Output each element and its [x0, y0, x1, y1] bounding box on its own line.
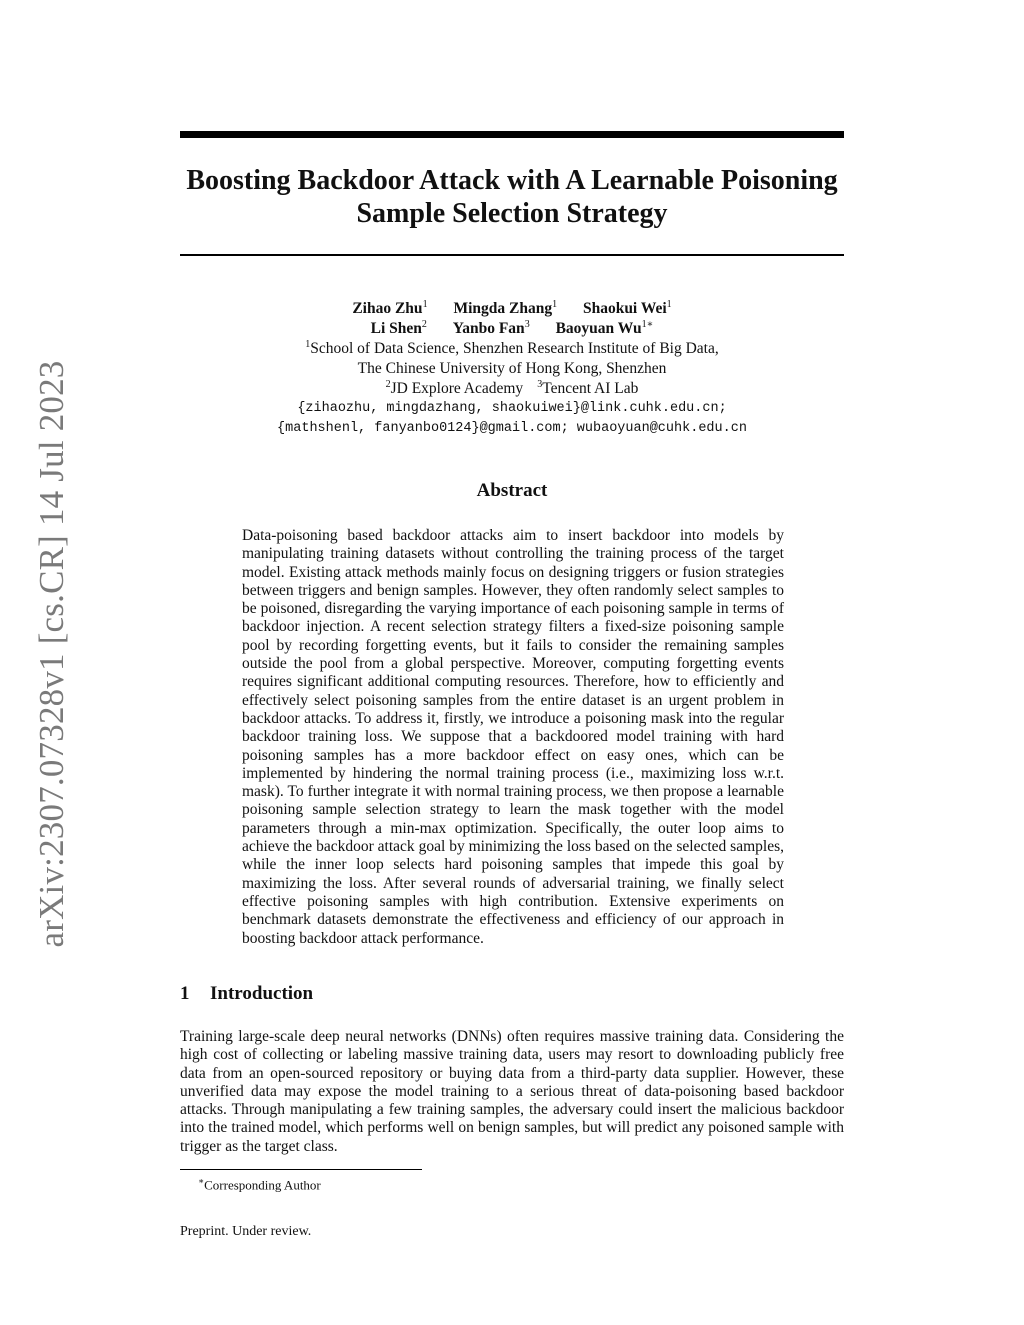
- author-row-1: [180, 299, 844, 319]
- author-affiliation-mark: 2: [421, 318, 427, 330]
- footnote: [198, 1173, 321, 1193]
- title-rule-bottom: [180, 254, 844, 256]
- affiliation-1-line-2: The Chinese University of Hong Kong, Shenzhen: [357, 360, 667, 377]
- affiliation-mark: 1: [305, 338, 311, 350]
- affiliation-mark: 3: [537, 378, 543, 390]
- abstract-paragraph: Data-poisoning based backdoor attacks aim to insert backdoor into models by manipulating training datasets without controlling the training process of the target model. Existing attack methods mainly focus on designing triggers or fusion strategies between triggers and benign samples. However, they often randomly select samples to be poisoned, disregarding the varying importance of each poisoning sample in terms of backdoor injection. A recent selection strategy filters a fixed-size poisoning sample pool by recording forgetting events, but it fails to consider the remaining samples outside the pool from a global perspective. Moreover, computing forgetting events requires significant additional computing resources. Therefore, how to efficiently and effectively select poisoning samples from the entire dataset is an urgent problem in backdoor attacks. To address it, firstly, we introduce a poisoning mask into the regular backdoor training loss. We suppose that a backdoored model training with hard poisoning samples has a more backdoor effect on easy ones, which can be implemented by hindering the normal training process (i.e., maximizing loss w.r.t. mask). To further integrate it with normal training process, we then propose a learnable poisoning sample selection strategy to learn the mask together with the model parameters through a min-max optimization. Specifically, the outer loop aims to achieve the backdoor attack goal by minimizing the loss based on the selected samples, while the inner loop selects hard poisoning samples that impede this goal by maximizing the loss. After several rounds of adversarial training, we finally select effective poisoning samples with high contribution. Extensive experiments on benchmark datasets demonstrate the effectiveness and efficiency of our approach in boosting backdoor attack performance.: [242, 527, 784, 947]
- author-emails-line-1: {zihaozhu, mingdazhang, shaokuiwei}@link.cuhk.edu.cn;: [297, 401, 727, 416]
- paper-title-line-1: Boosting Backdoor Attack with A Learnable Poisoning: [186, 165, 838, 196]
- footnote-mark: ∗: [198, 1176, 205, 1186]
- affiliation-text: Tencent AI Lab: [542, 380, 639, 397]
- preprint-note: Preprint. Under review.: [180, 1224, 312, 1239]
- author-name: Zihao Zhu: [352, 300, 423, 317]
- section-title: Introduction: [210, 983, 314, 1004]
- introduction-paragraph: Training large-scale deep neural networks (DNNs) often requires massive training data. Considering the high cost of collecting or labeling massive training data, users may resort to downloading publicly free data from an open-sourced repository or buying data from a third-party data supplier. However, these unverified data may expose the model training to a serious threat of data-poisoning based backdoor attacks. Through manipulating a few training samples, the adversary could insert the malicious backdoor into the trained model, which performs well on benign samples, but will predict any poisoned sample with trigger as the target class.: [180, 1028, 844, 1155]
- author-name: Mingda Zhang: [453, 300, 553, 317]
- author-name: Li Shen: [370, 320, 422, 337]
- affiliation-1-line-1: [180, 339, 844, 359]
- footnote-text: Corresponding Author: [204, 1177, 321, 1193]
- title-rule-top: [180, 131, 844, 138]
- paper-title: [150, 164, 874, 230]
- author-affiliation-mark: 1: [666, 298, 672, 310]
- affiliation-2-3: [180, 379, 844, 399]
- section-heading-introduction: [180, 983, 313, 1005]
- affiliation-text: JD Explore Academy: [390, 380, 524, 397]
- footnote-rule: [180, 1169, 422, 1170]
- author-name: Baoyuan Wu: [555, 320, 642, 337]
- paper-title-line-2: Sample Selection Strategy: [356, 198, 668, 229]
- section-number: 1: [180, 983, 190, 1004]
- author-affiliation-mark: 1∗: [641, 318, 654, 330]
- affiliation-text: School of Data Science, Shenzhen Research Institute of Big Data,: [310, 340, 719, 357]
- author-name: Shaokui Wei: [582, 300, 667, 317]
- abstract-heading: Abstract: [476, 480, 548, 501]
- author-affiliation-mark: 1: [422, 298, 428, 310]
- arxiv-identifier-stamp: arXiv:2307.07328v1 [cs.CR] 14 Jul 2023: [32, 360, 71, 948]
- author-row-2: [180, 319, 844, 339]
- author-block: [180, 299, 844, 439]
- author-name: Yanbo Fan: [452, 320, 525, 337]
- author-emails-line-2: {mathshenl, fanyanbo0124}@gmail.com; wubaoyuan@cuhk.edu.cn: [277, 421, 747, 436]
- author-affiliation-mark: 1: [552, 298, 558, 310]
- affiliation-mark: 2: [385, 378, 391, 390]
- author-affiliation-mark: 3: [524, 318, 530, 330]
